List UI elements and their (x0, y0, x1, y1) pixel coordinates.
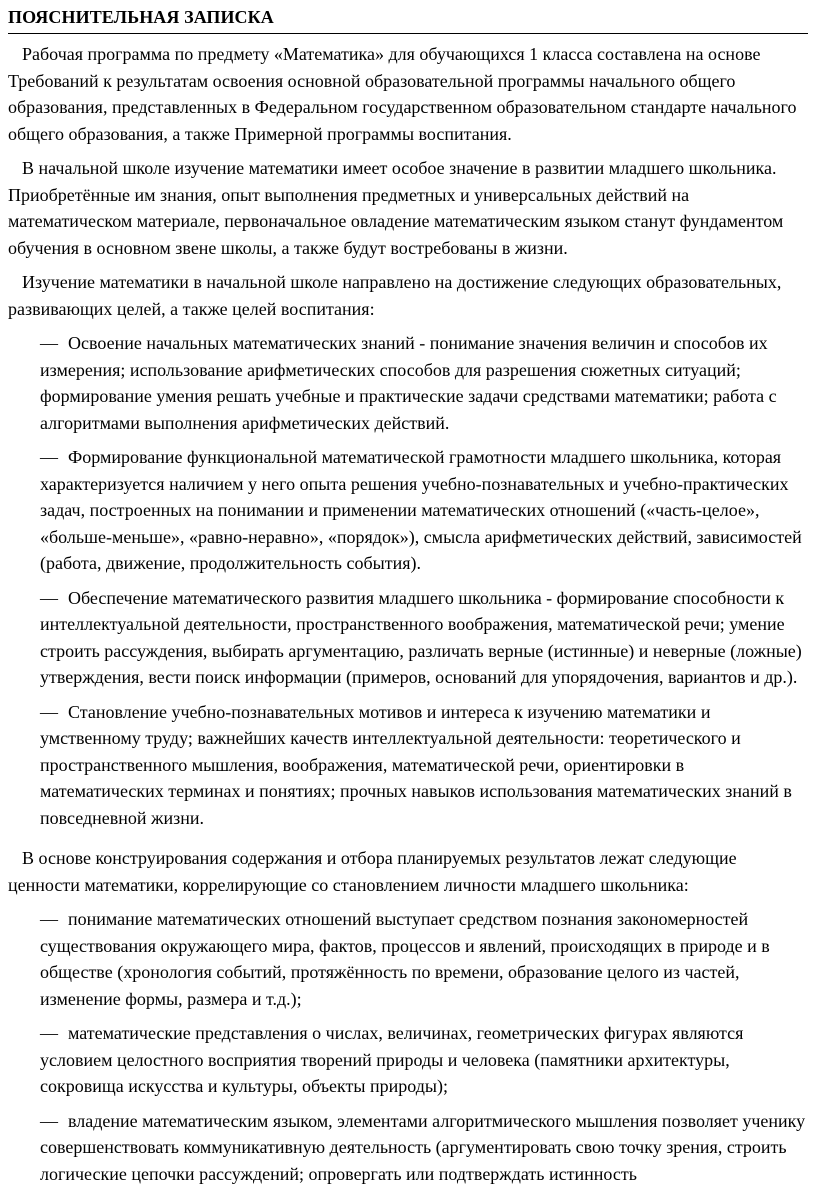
document-body (8, 41, 808, 1195)
goal-text: Формирование функциональной математической грамотности младшего школьника, которая характеризуется наличием у него опыта решения учебно-познавательных и учебно-практических задач, построенных на понимании и применении математических отношений («часть-целое», «больше-меньше», «равно-неравно», «порядок»), смысла арифметических действий, зависимостей (работа, движение, продолжительность события). (40, 447, 802, 573)
goals-intro-paragraph: Изучение математики в начальной школе направлено на достижение следующих образовательных, развивающих целей, а также целей воспитания: (8, 272, 782, 319)
goal-text: Становление учебно-познавательных мотивов и интереса к изучению математики и умственному труду; важнейших качеств интеллектуальной деятельности: теоретического и пространственного мышления, воображения, математической речи, ориентировки в математических терминах и понятиях; прочных навыков использования математических знаний в повседневной жизни. (40, 701, 792, 828)
value-text: понимание математических отношений выступает средством познания закономерностей существования окружающего мира, фактов, процессов и явлений, происходящих в природе и в обществе (хронология событий, протяжённость по времени, образование целого из частей, изменение формы, размера и т.д.); (40, 909, 770, 1009)
goal-list-item (8, 699, 808, 832)
value-list-item (8, 906, 808, 1012)
heading-divider (8, 33, 808, 34)
dash-marker: — (40, 333, 58, 353)
dash-marker: — (40, 909, 58, 929)
goal-list-item (8, 444, 808, 577)
significance-paragraph: В начальной школе изучение математики имеет особое значение в развитии младшего школьника. Приобретённые им знания, опыт выполнения предметных и универсальных действий на математическом материале, первоначальное овладение математическим языком станут фундаментом обучения в основном звене школы, а также будут востребованы в жизни. (8, 158, 784, 258)
value-list-item (8, 1108, 808, 1188)
dash-marker: — (40, 701, 58, 722)
goal-list-item (8, 330, 808, 436)
values-intro-paragraph: В основе конструирования содержания и отбора планируемых результатов лежат следующие ценности математики, коррелирующие со становлением личности младшего школьника: (8, 848, 737, 895)
dash-marker: — (40, 587, 58, 608)
dash-marker: — (40, 447, 58, 467)
intro-paragraph: Рабочая программа по предмету «Математика» для обучающихся 1 класса составлена на основе Требований к результатам освоения основной образовательной программы начального общего образования, представленных в Федеральном государственном образовательном стандарте начального общего образования, а также Примерной программы воспитания. (8, 44, 797, 144)
dash-marker: — (40, 1110, 58, 1131)
goal-text: Обеспечение математического развития младшего школьника - формирование способности к интеллектуальной деятельности, пространственного воображения, математической речи; умение строить рассуждения, выбирать аргументацию, различать верные (истинные) и неверные (ложные) утверждения, вести поиск информации (примеров, оснований для упорядочения, вариантов и др.). (40, 587, 802, 687)
goal-text: Освоение начальных математических знаний - понимание значения величин и способов их измерения; использование арифметических способов для разрешения сюжетных ситуаций; формирование умения решать учебные и практические задачи средствами математики; работа с алгоритмами выполнения арифметических действий. (40, 333, 777, 433)
value-list-item (8, 1020, 808, 1100)
value-text: владение математическим языком, элементами алгоритмического мышления позволяет ученику совершенствовать коммуникативную деятельность (аргументировать свою точку зрения, строить логические цепочки рассуждений; опровергать или подтверждать истинность (40, 1110, 806, 1184)
document-heading: ПОЯСНИТЕЛЬНАЯ ЗАПИСКА (8, 7, 274, 27)
value-text: математические представления о числах, величинах, геометрических фигурах являются условием целостного восприятия творений природы и человека (памятники архитектуры, сокровища искусства и культуры, объекты природы); (40, 1023, 744, 1096)
dash-marker: — (40, 1023, 58, 1043)
goal-list-item (8, 585, 808, 691)
